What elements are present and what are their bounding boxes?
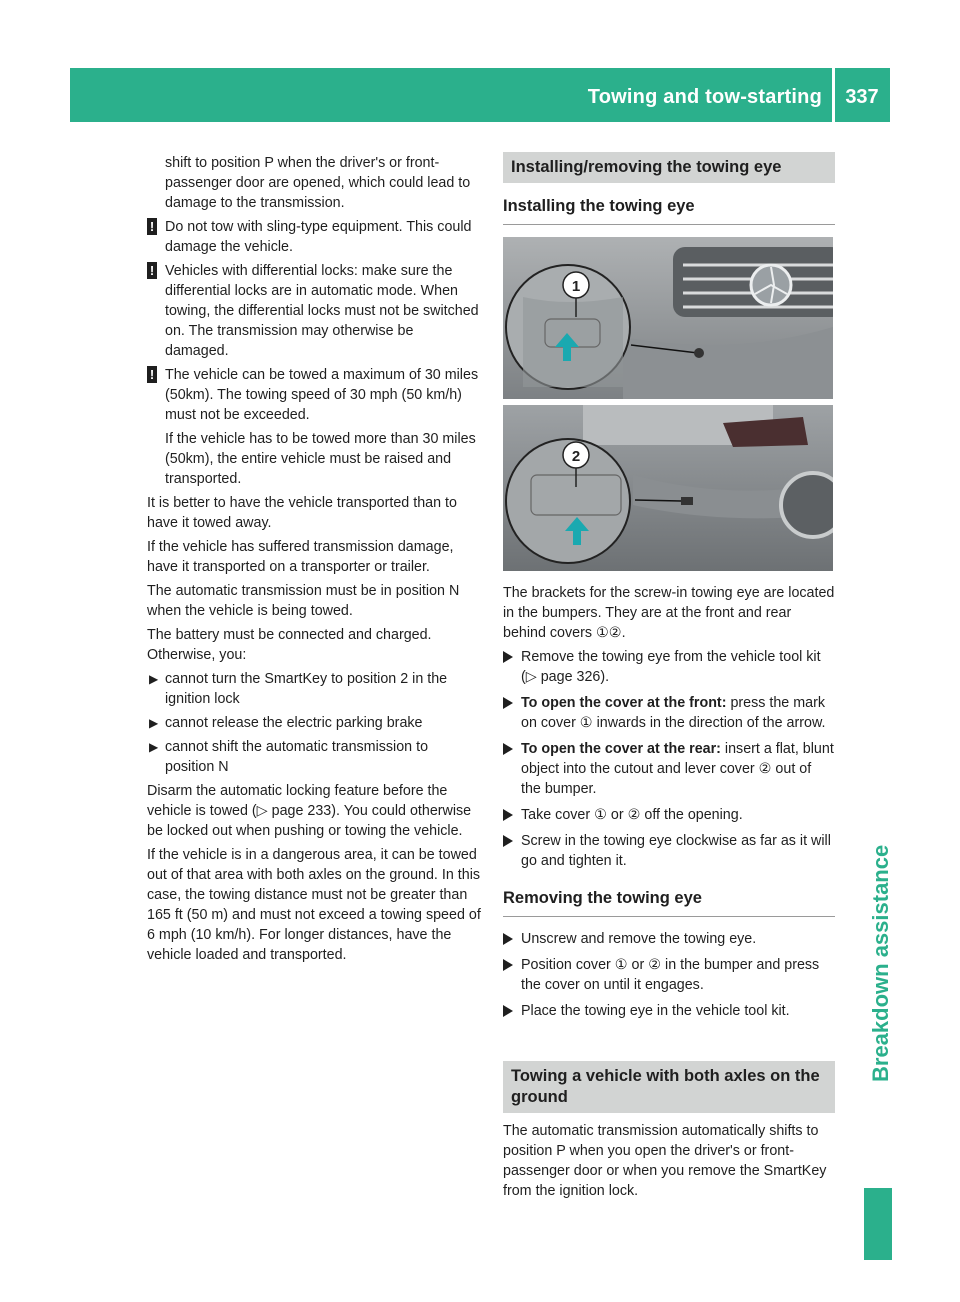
paragraph: If the vehicle is in a dangerous area, it can be towed out of that area with both axles on the ground. In this case, the towing distance must not be greater than 165 ft (50 m) and must not exceed a towing speed of 6 mph (10 km/h). For longer distances, have the vehicle loaded and transported. (147, 847, 481, 963)
warning-text: Vehicles with differential locks: make sure the differential locks are in automatic mode. When towing, the differential locks must not be switched on. The transmission may otherwise be damaged. (165, 263, 479, 359)
instruction-step (503, 805, 835, 825)
list-item-text: cannot turn the SmartKey to position 2 in the ignition lock (165, 671, 448, 707)
figure-label-1: 1 (571, 278, 581, 295)
header-separator (832, 68, 835, 122)
instruction-step (503, 647, 835, 687)
warning-note (147, 261, 481, 361)
bullet-icon: ▶ (149, 672, 159, 686)
warning-text-continued: If the vehicle has to be towed more than 30 miles (50km), the entire vehicle must be raised and transported. (165, 431, 476, 487)
side-tab-label: Breakdown assistance (868, 844, 893, 1082)
step-text: Take cover ① or ② off the opening. (521, 807, 743, 823)
sub-heading: Removing the towing eye (503, 887, 835, 917)
bullet-icon: ▶ (149, 716, 159, 730)
right-column (503, 152, 835, 1205)
step-label: To open the cover at the front: (521, 695, 727, 711)
list-item-text: cannot shift the automatic transmission to position N (165, 739, 429, 775)
step-text: Remove the towing eye from the vehicle tool kit (▷ page 326). (521, 649, 821, 685)
paragraph: The automatic transmission automatically shifts to position P when you open the driver's or front-passenger door or when you remove the SmartKey from the ignition lock. (503, 1123, 827, 1199)
sub-heading: Installing the towing eye (503, 195, 835, 225)
step-arrow-icon (503, 743, 513, 755)
warning-note (147, 217, 481, 257)
step-arrow-icon (503, 651, 513, 663)
step-text: insert a flat, blunt object into the cutout and lever cover ② out of the bumper. (521, 741, 834, 797)
paragraph: The battery must be connected and charged. Otherwise, you: (147, 627, 432, 663)
instruction-step (503, 739, 835, 799)
section-heading: Installing/removing the towing eye (503, 152, 835, 183)
step-arrow-icon (503, 959, 513, 971)
step-arrow-icon (503, 809, 513, 821)
step-arrow-icon (503, 1005, 513, 1017)
instruction-step (503, 1001, 835, 1021)
side-tab-marker (864, 1188, 892, 1260)
rear-bumper-image (503, 405, 833, 571)
step-text: Unscrew and remove the towing eye. (521, 931, 757, 947)
step-text: Position cover ① or ② in the bumper and press the cover on until it engages. (521, 957, 820, 993)
step-text: press the mark on cover ① inwards in the direction of the arrow. (521, 695, 826, 731)
section-heading: Towing a vehicle with both axles on the ground (503, 1061, 835, 1113)
step-arrow-icon (503, 835, 513, 847)
list-item-text: cannot release the electric parking brake (165, 715, 423, 731)
paragraph: shift to position P when the driver's or front-passenger door are opened, which could lead to damage to the transmission. (165, 155, 471, 211)
instruction-step (503, 693, 835, 733)
step-text: Place the towing eye in the vehicle tool kit. (521, 1003, 790, 1019)
warning-icon: ! (147, 262, 157, 279)
instruction-step (503, 831, 835, 871)
header-title: Towing and tow-starting (587, 86, 822, 108)
bullet-icon: ▶ (149, 740, 159, 754)
paragraph: It is better to have the vehicle transported than to have it towed away. (147, 495, 457, 531)
step-arrow-icon (503, 933, 513, 945)
warning-text: Do not tow with sling-type equipment. This could damage the vehicle. (165, 219, 472, 255)
instruction-step (503, 955, 835, 995)
front-bumper-image (503, 237, 833, 399)
warning-text: The vehicle can be towed a maximum of 30 miles (50km). The towing speed of 30 mph (50 km/h) must not be exceeded. (165, 367, 479, 423)
list-item (147, 669, 481, 709)
page-number: 337 (845, 86, 879, 108)
paragraph: If the vehicle has suffered transmission damage, have it transported on a transporter or trailer. (147, 539, 454, 575)
list-item (147, 737, 481, 777)
paragraph: The brackets for the screw-in towing eye are located in the bumpers. They are at the front and rear behind covers ①②. (503, 585, 835, 641)
instruction-step (503, 929, 835, 949)
left-column (147, 153, 481, 969)
warning-icon: ! (147, 218, 157, 235)
warning-icon: ! (147, 366, 157, 383)
step-arrow-icon (503, 697, 513, 709)
list-item (147, 713, 481, 733)
step-text: Screw in the towing eye clockwise as far as it will go and tighten it. (521, 833, 831, 869)
figure-label-2: 2 (571, 448, 581, 465)
step-label: To open the cover at the rear: (521, 741, 721, 757)
warning-note (147, 365, 481, 425)
paragraph: The automatic transmission must be in position N when the vehicle is being towed. (147, 583, 460, 619)
paragraph: Disarm the automatic locking feature before the vehicle is towed (▷ page 233). You could otherwise be locked out when pushing or towing the vehicle. (147, 783, 472, 839)
